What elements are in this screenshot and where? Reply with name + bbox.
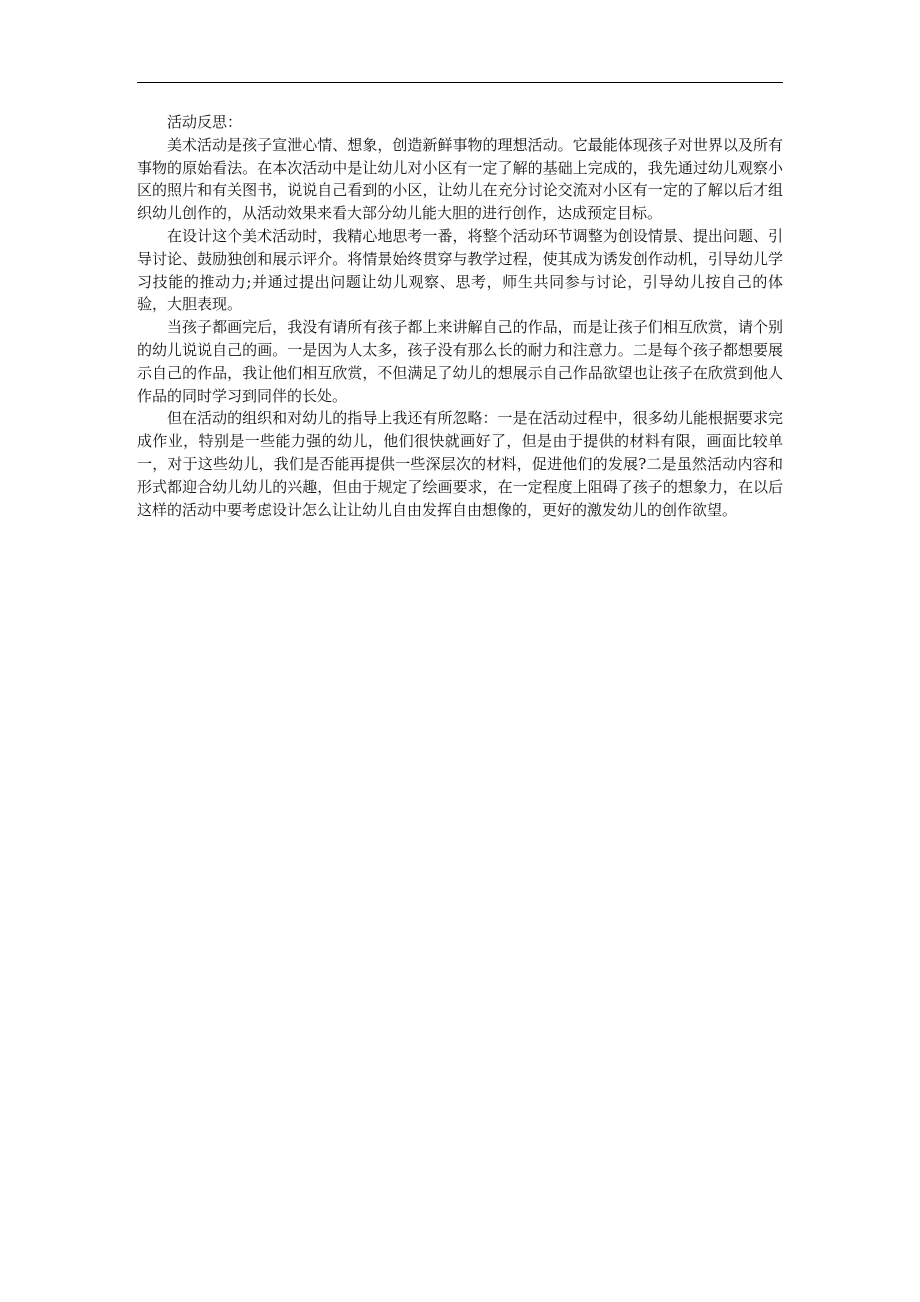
header-rule xyxy=(137,82,783,83)
paragraph-4: 但在活动的组织和对幼儿的指导上我还有所忽略：一是在活动过程中，很多幼儿能根据要求完成作业，特别是一些能力强的幼儿，他们很快就画好了，但是由于提供的材料有限，画面比较单一，对于这些幼儿，我们是否能再提供一些深层次的材料，促进他们的发展?二是虽然活动内容和形式都迎合幼儿幼儿的兴趣，但由于规定了绘画要求，在一定程度上阻碍了孩子的想象力，在以后这样的活动中要考虑设计怎么让让幼儿自由发挥自由想像的，更好的激发幼儿的创作欲望。 xyxy=(137,409,783,519)
paragraph-2: 在设计这个美术活动时，我精心地思考一番，将整个活动环节调整为创设情景、提出问题、引导讨论、鼓励独创和展示评介。将情景始终贯穿与教学过程，使其成为诱发创作动机，引导幼儿学习技能的推动力;并通过提出问题让幼儿观察、思考，师生共同参与讨论，引导幼儿按自己的体验，大胆表现。 xyxy=(137,226,783,314)
paragraph-1: 美术活动是孩子宣泄心情、想象，创造新鲜事物的理想活动。它最能体现孩子对世界以及所有事物的原始看法。在本次活动中是让幼儿对小区有一定了解的基础上完成的，我先通过幼儿观察小区的照片和有关图书，说说自己看到的小区，让幼儿在充分讨论交流对小区有一定的了解以后才组织幼儿创作的，从活动效果来看大部分幼儿能大胆的进行创作，达成预定目标。 xyxy=(137,135,783,223)
section-heading: 活动反思： xyxy=(167,113,243,131)
paragraph-3: 当孩子都画完后，我没有请所有孩子都上来讲解自己的作品，而是让孩子们相互欣赏，请个别的幼儿说说自己的画。一是因为人太多，孩子没有那么长的耐力和注意力。二是每个孩子都想要展示自己的作品，我让他们相互欣赏，不但满足了幼儿的想展示自己作品欲望也让孩子在欣赏到他人作品的同时学习到同伴的长处。 xyxy=(137,318,783,405)
document-body xyxy=(137,111,783,521)
